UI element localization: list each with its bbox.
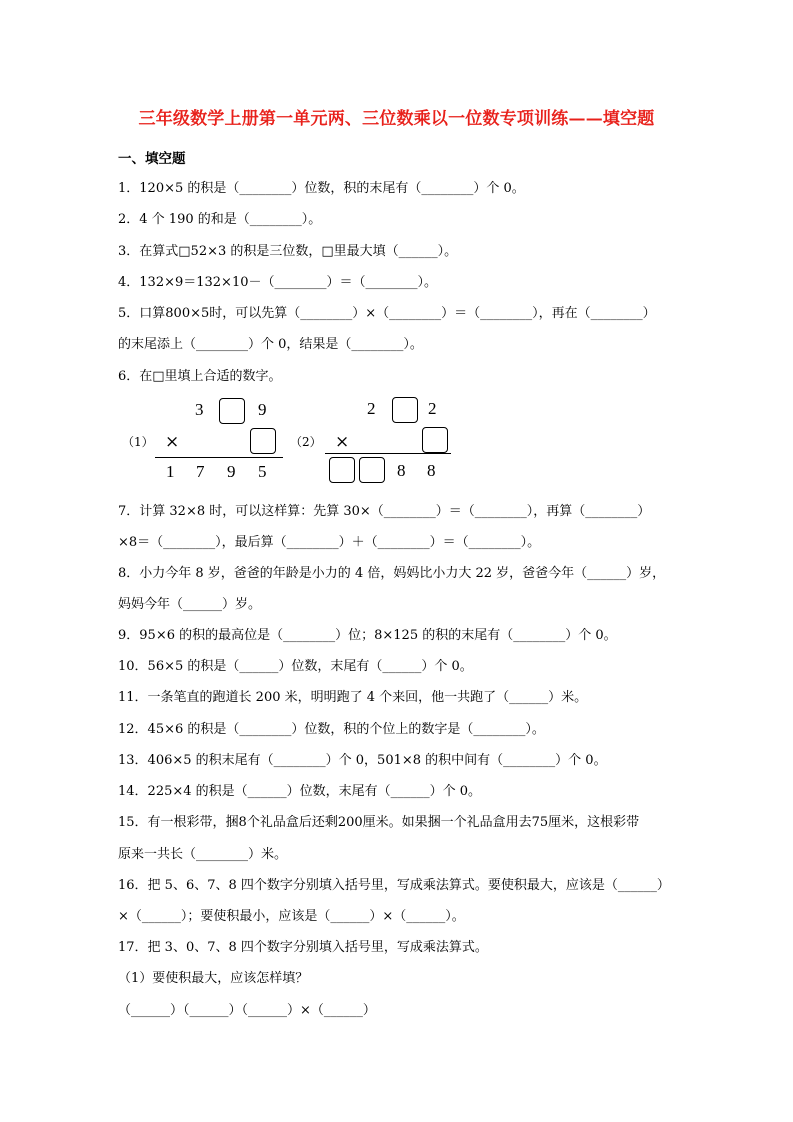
puzzle-1-blank-box [219,398,245,424]
question-8-cont: 妈妈今年（______）岁。 [118,597,262,612]
question-11: 11．一条笔直的跑道长 200 米，明明跑了 4 个来回，他一共跑了（______）米。 [118,690,588,705]
puzzle-1-multiplier-box [250,428,276,454]
puzzle-1-top-digit-b: 9 [258,400,267,419]
question-2: 2．4 个 190 的和是（________）。 [118,212,322,227]
question-12: 12．45×6 的积是（________）位数，积的个位上的数字是（________）。 [118,722,545,737]
question-17-part-1: （1）要使积最大，应该怎样填？ [118,971,309,986]
question-3: 3．在算式□52×3 的积是三位数，□里最大填（______）。 [118,244,458,259]
puzzle-1-top-digit-a: 3 [195,400,204,419]
puzzle-2-times-sign: × [335,432,350,452]
question-9: 9．95×6 的积的最高位是（________）位；8×125 的积的末尾有（________）个 0。 [118,628,617,643]
puzzle-1-result-digit: 1 [166,462,175,481]
question-8: 8．小力今年 8 岁，爸爸的年龄是小力的 4 倍，妈妈比小力大 22 岁，爸爸今年（______）岁， [118,566,666,581]
puzzle-2-result-box [329,457,355,483]
puzzle-1-times-sign: × [165,432,180,452]
question-16: 16．把 5、6、7、8 四个数字分别填入括号里，写成乘法算式。要使积最大，应该是（______） [118,878,670,893]
question-15-cont: 原来一共长（________）米。 [118,847,288,862]
page-title [0,104,793,129]
question-17: 17．把 3、0、7、8 四个数字分别填入括号里，写成乘法算式。 [118,940,488,955]
section-heading: 一、填空题 [118,151,186,167]
question-7: 7．计算 32×8 时，可以这样算：先算 30×（________）＝（________），再算（________） [118,504,651,519]
question-17-answer-blanks: （______）（______）（______）×（______） [118,1003,376,1018]
puzzle-2-label: （2） [290,435,322,449]
page-title-text: 三年级数学上册第一单元两、三位数乘以一位数专项训练——填空题 [138,109,655,129]
question-4: 4．132×9＝132×10－（________）＝（________）。 [118,275,437,290]
question-15: 15．有一根彩带，捆8个礼品盒后还剩200厘米。如果捆一个礼品盒用去75厘米，这根彩带 [118,815,640,830]
question-14: 14．225×4 的积是（______）位数，末尾有（______）个 0。 [118,784,482,799]
puzzle-1-result-digit: 5 [258,462,267,481]
puzzle-2-rule [325,453,451,454]
question-5-cont: 的末尾添上（________）个 0，结果是（________）。 [118,337,423,352]
puzzle-2-blank-box [392,397,418,423]
puzzle-2-result-digit: 8 [397,461,406,480]
question-7-cont: ×8＝（________），最后算（________）＋（________）＝（________）。 [118,535,541,550]
puzzle-2-multiplier-box [422,427,448,453]
puzzle-2-result-box [359,457,385,483]
puzzle-1-result-digit: 7 [196,462,205,481]
question-1: 1．120×5 的积是（________）位数，积的末尾有（________）个 0。 [118,181,525,196]
question-5: 5．口算800×5时，可以先算（________）×（________）＝（________），再在（________） [118,306,656,321]
puzzle-2-result-digit: 8 [427,461,436,480]
puzzle-2-top-digit-a: 2 [367,399,376,418]
question-6: 6．在□里填上合适的数字。 [118,369,282,384]
question-10: 10．56×5 的积是（______）位数，末尾有（______）个 0。 [118,659,473,674]
question-13: 13．406×5 的积末尾有（________）个 0，501×8 的积中间有（________）个 0。 [118,753,607,768]
puzzle-2-top-digit-b: 2 [428,399,437,418]
question-16-cont: ×（______）；要使积最小，应该是（______）×（______）。 [118,909,465,924]
puzzle-1-result-digit: 9 [227,462,236,481]
puzzle-1-rule [155,457,283,458]
puzzle-1-label: （1） [122,435,154,449]
